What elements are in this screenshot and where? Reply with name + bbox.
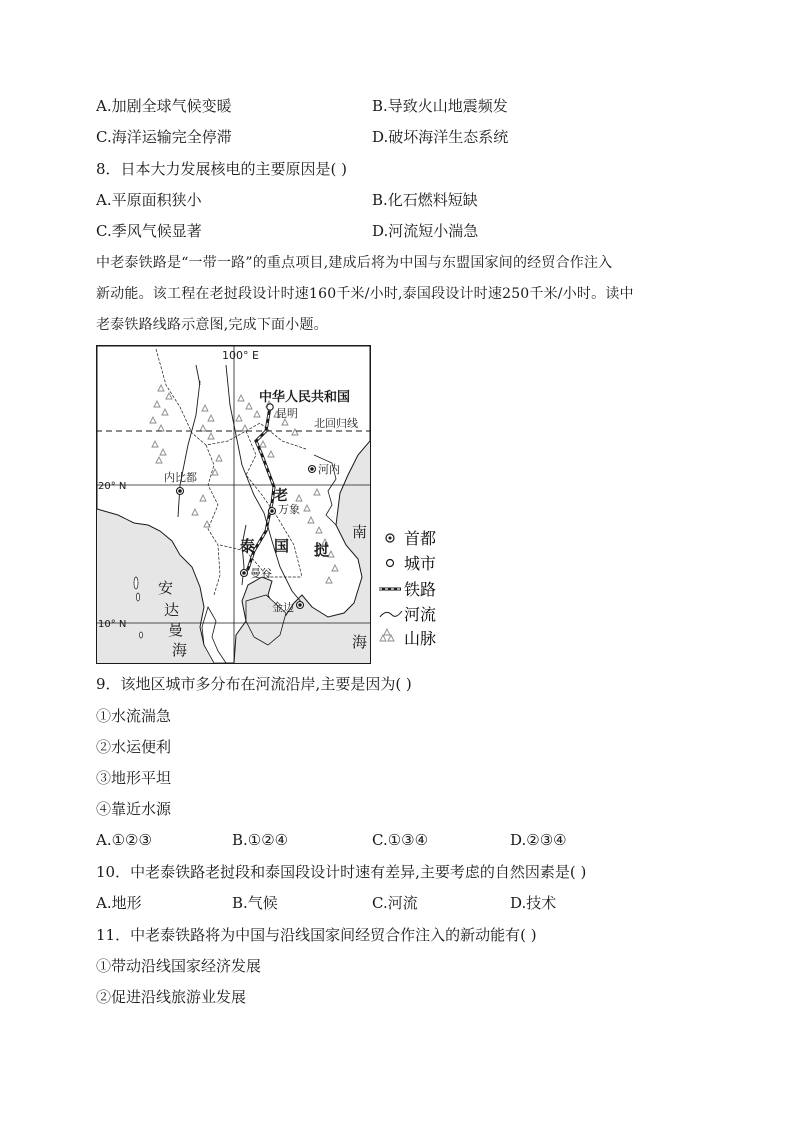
legend-city: 城市 — [404, 554, 437, 573]
legend-river: 河流 — [404, 605, 437, 624]
map-legend — [379, 529, 436, 648]
q11-item-2: ②促进沿线旅游业发展 — [96, 988, 247, 1006]
lat-20-label: 20° N — [98, 481, 127, 492]
lon-100-label: 100° E — [222, 349, 259, 362]
q10-option-b: B.气候 — [232, 894, 278, 912]
q10-option-d: D.技术 — [510, 894, 557, 912]
passage-line-2: 新动能。该工程在老挝段设计时速160千米/小时,泰国段设计时速250千米/小时。读中 — [96, 286, 634, 302]
q9-stem: 9．该地区城市多分布在河流沿岸,主要是因为( ) — [96, 675, 412, 693]
q7-option-b: B.导致火山地震频发 — [372, 97, 508, 115]
q7-option-a: A.加剧全球气候变暖 — [96, 97, 232, 115]
legend-railway: 铁路 — [404, 580, 437, 599]
bangkok-label: 曼谷 — [250, 567, 272, 580]
legend-capital: 首都 — [404, 529, 437, 548]
q9-option-b: B.①②④ — [232, 831, 289, 849]
q10-stem: 10．中老泰铁路老挝段和泰国段设计时速有差异,主要考虑的自然因素是( ) — [96, 863, 587, 881]
kunming-label: 昆明 — [276, 407, 298, 420]
q9-item-4: ④靠近水源 — [96, 800, 172, 818]
q11-item-1: ①带动沿线国家经济发展 — [96, 957, 262, 975]
q7-option-c: C.海洋运输完全停滞 — [96, 128, 232, 146]
vientiane-label: 万象 — [278, 503, 300, 516]
lat-10-label: 10° N — [98, 619, 127, 630]
mountain-icon — [380, 629, 394, 641]
q7-option-d: D.破坏海洋生态系统 — [372, 128, 509, 146]
q9-item-3: ③地形平坦 — [96, 769, 172, 787]
q8-option-d: D.河流短小湍急 — [372, 222, 479, 240]
thailand-label-2: 国 — [274, 537, 290, 555]
q9-option-c: C.①③④ — [372, 831, 429, 849]
q11-stem: 11．中老泰铁路将为中国与沿线国家间经贸合作注入的新动能有( ) — [96, 926, 537, 944]
phnom-penh-label: 金边 — [272, 601, 294, 614]
hanoi-label: 河内 — [318, 463, 340, 476]
south-sea-label-2: 海 — [352, 633, 368, 651]
andaman-label-2: 达 — [164, 601, 180, 619]
q8-option-b: B.化石燃料短缺 — [372, 191, 478, 209]
tropic-label: 北回归线 — [314, 417, 358, 430]
laos-label: 老 — [274, 488, 288, 504]
q10-option-a: A.地形 — [96, 894, 142, 912]
q10-option-c: C.河流 — [372, 894, 418, 912]
q8-stem: 8．日本大力发展核电的主要原因是( ) — [96, 160, 348, 178]
q8-option-a: A.平原面积狭小 — [96, 191, 202, 209]
naypyidaw-label: 内比都 — [164, 471, 197, 484]
andaman-label-4: 海 — [172, 641, 188, 659]
city-icon — [387, 560, 394, 567]
passage-line-3: 老泰铁路线路示意图,完成下面小题。 — [96, 317, 328, 333]
q9-option-a: A.①②③ — [96, 831, 152, 849]
q9-item-2: ②水运便利 — [96, 738, 172, 756]
thailand-label-1: 泰 — [240, 537, 256, 555]
river-icon — [380, 611, 402, 617]
china-label: 中华人民共和国 — [259, 390, 351, 405]
laos-label-2: 挝 — [314, 541, 330, 559]
q9-option-d: D.②③④ — [510, 831, 567, 849]
q9-item-1: ①水流湍急 — [96, 707, 172, 725]
andaman-label-3: 曼 — [168, 621, 184, 639]
south-sea-label-1: 南 — [352, 523, 368, 541]
passage-line-1: 中老泰铁路是“一带一路”的重点项目,建成后将为中国与东盟国家间的经贸合作注入 — [96, 255, 613, 271]
q8-option-c: C.季风气候显著 — [96, 222, 202, 240]
andaman-label-1: 安 — [158, 579, 174, 597]
legend-mountain: 山脉 — [404, 629, 437, 648]
railway-map — [96, 345, 446, 665]
